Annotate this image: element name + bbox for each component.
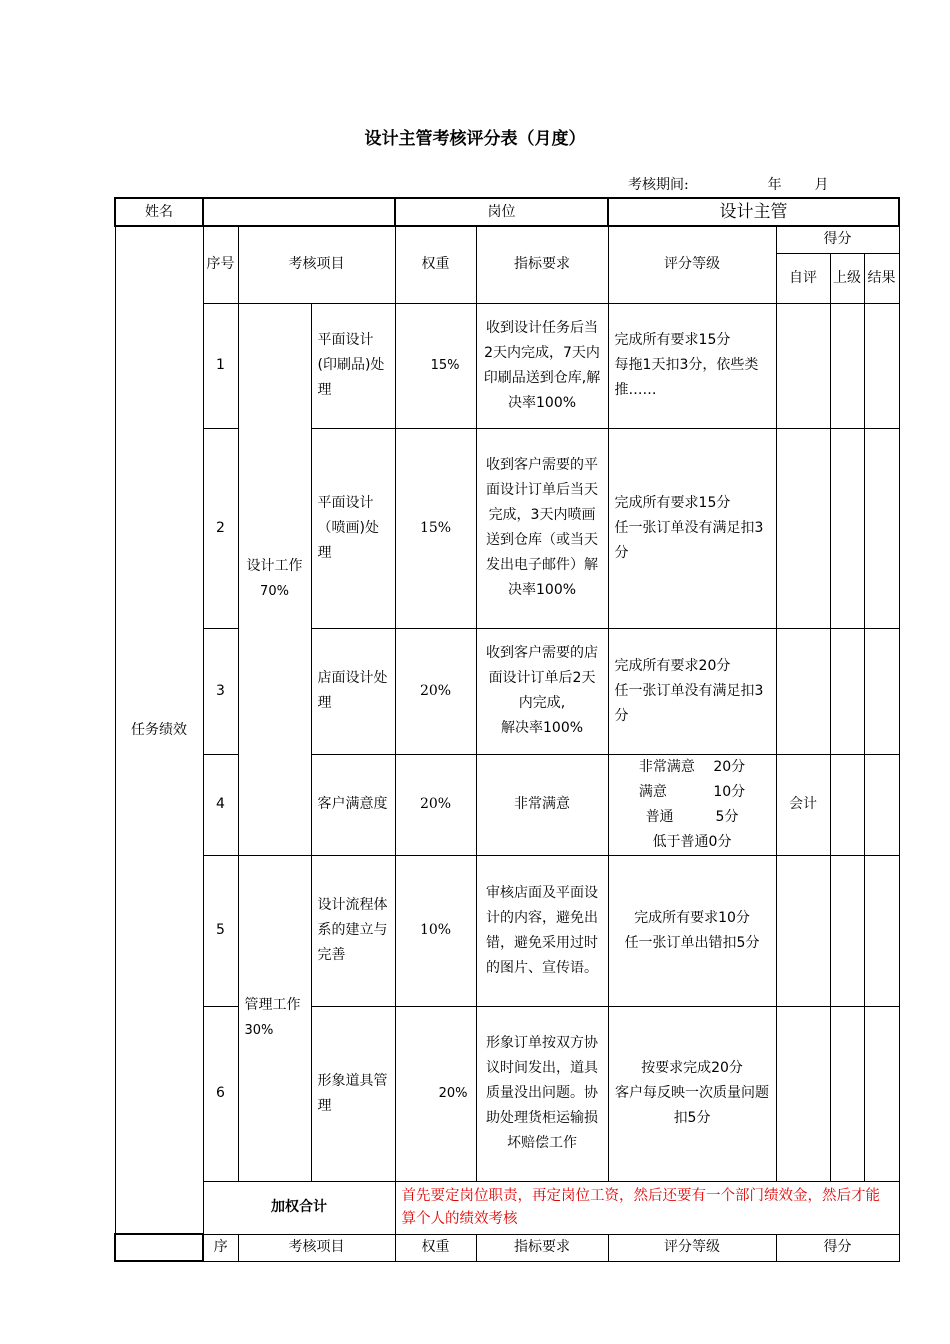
row-seq: 2	[203, 428, 238, 628]
group-name: 管理工作	[244, 997, 301, 1013]
row-self-score[interactable]	[776, 303, 830, 428]
footer-requirement: 指标要求	[476, 1234, 608, 1261]
position-label: 岗位	[395, 198, 608, 226]
table-row	[115, 1006, 899, 1181]
row-superior-score[interactable]	[830, 754, 864, 855]
seq-header: 序号	[203, 226, 238, 303]
score-header: 得分	[776, 226, 899, 253]
superior-header: 上级	[830, 253, 864, 303]
weighted-total-note: 首先要定岗位职责，再定岗位工资，然后还要有一个部门绩效金，然后才能算个人的绩效考核	[395, 1181, 899, 1234]
table-row	[115, 628, 899, 754]
row-requirement: 形象订单按双方协议时间发出，道具质量没出问题。协助处理货柜运输损坏赔偿工作	[476, 1006, 608, 1181]
row-weight: 10%	[395, 855, 476, 1006]
footer-weight: 权重	[395, 1234, 476, 1261]
group-weight: 30%	[244, 1023, 274, 1038]
row-seq: 5	[203, 855, 238, 1006]
period-year: 年	[767, 177, 782, 193]
row-requirement: 非常满意	[476, 754, 608, 855]
row-grading: 完成所有要求15分 任一张订单没有满足扣3分	[608, 428, 776, 628]
row-superior-score[interactable]	[830, 303, 864, 428]
table-row	[115, 428, 899, 628]
row-weight: 20%	[395, 628, 476, 754]
row-result-score[interactable]	[864, 303, 899, 428]
row-requirement: 审核店面及平面设计的内容，避免出错，避免采用过时的图片、宣传语。	[476, 855, 608, 1006]
group-name: 设计工作	[246, 558, 303, 574]
position-value: 设计主管	[608, 198, 899, 226]
row-grading: 完成所有要求10分 任一张订单出错扣5分	[608, 855, 776, 1006]
footer-item: 考核项目	[238, 1234, 395, 1261]
row-grading: 完成所有要求15分 每拖1天扣3分，依些类推……	[608, 303, 776, 428]
group-weight: 70%	[260, 584, 289, 599]
row-self-score[interactable]	[776, 628, 830, 754]
row-result-score[interactable]	[864, 1006, 899, 1181]
weighted-total-label: 加权合计	[203, 1181, 395, 1234]
footer-blank	[115, 1234, 203, 1261]
header-row	[115, 198, 899, 226]
row-superior-score[interactable]	[830, 1006, 864, 1181]
grading-header: 评分等级	[608, 226, 776, 303]
row-seq: 6	[203, 1006, 238, 1181]
self-header: 自评	[776, 253, 830, 303]
row-item: 形象道具管理	[311, 1006, 395, 1181]
period-month: 月	[814, 177, 829, 193]
name-label: 姓名	[115, 198, 203, 226]
page-title: 设计主管考核评分表（月度）	[364, 129, 586, 149]
table-row	[115, 303, 899, 428]
table-row	[115, 855, 899, 1006]
row-weight: 15%	[395, 303, 476, 428]
row-self-score[interactable]	[776, 855, 830, 1006]
group-management	[238, 855, 311, 1181]
footer-header-row	[115, 1234, 899, 1261]
row-grading: 完成所有要求20分 任一张订单没有满足扣3分	[608, 628, 776, 754]
row-result-score[interactable]	[864, 628, 899, 754]
row-self-score[interactable]	[776, 428, 830, 628]
row-requirement: 收到客户需要的店面设计订单后2天内完成, 解决率100%	[476, 628, 608, 754]
row-superior-score[interactable]	[830, 628, 864, 754]
row-result-score[interactable]	[864, 754, 899, 855]
item-header: 考核项目	[238, 226, 395, 303]
column-header-row	[115, 226, 899, 253]
row-item: 客户满意度	[311, 754, 395, 855]
footer-seq: 序	[203, 1234, 238, 1261]
table-row	[115, 754, 899, 855]
row-requirement: 收到客户需要的平面设计订单后当天完成，3天内喷画送到仓库（或当天发出电子邮件）解决率100%	[476, 428, 608, 628]
evaluation-table	[114, 197, 900, 1262]
requirement-header: 指标要求	[476, 226, 608, 303]
row-weight: 20%	[395, 754, 476, 855]
weight-header: 权重	[395, 226, 476, 303]
row-grading: 非常满意 20分 满意 10分 普通 5分 低于普通0分	[608, 754, 776, 855]
footer-score: 得分	[776, 1234, 899, 1261]
row-item: 平面设计（喷画)处理	[311, 428, 395, 628]
row-grading: 按要求完成20分 客户每反映一次质量问题扣5分	[608, 1006, 776, 1181]
row-self-score[interactable]: 会计	[776, 754, 830, 855]
assessment-period	[628, 174, 829, 194]
row-weight: 20%	[395, 1006, 476, 1181]
row-item: 平面设计(印刷品)处理	[311, 303, 395, 428]
group-design	[238, 303, 311, 855]
name-field[interactable]	[203, 198, 395, 226]
row-result-score[interactable]	[864, 855, 899, 1006]
row-weight: 15%	[395, 428, 476, 628]
row-superior-score[interactable]	[830, 855, 864, 1006]
row-item: 设计流程体系的建立与完善	[311, 855, 395, 1006]
footer-grading: 评分等级	[608, 1234, 776, 1261]
weighted-total-row	[115, 1181, 899, 1234]
result-header: 结果	[864, 253, 899, 303]
row-seq: 3	[203, 628, 238, 754]
row-item: 店面设计处理	[311, 628, 395, 754]
row-seq: 1	[203, 303, 238, 428]
row-seq: 4	[203, 754, 238, 855]
row-self-score[interactable]	[776, 1006, 830, 1181]
row-superior-score[interactable]	[830, 428, 864, 628]
period-label: 考核期间:	[628, 177, 689, 193]
category-cell: 任务绩效	[115, 226, 203, 1234]
row-requirement: 收到设计任务后当2天内完成，7天内印刷品送到仓库,解决率100%	[476, 303, 608, 428]
row-result-score[interactable]	[864, 428, 899, 628]
